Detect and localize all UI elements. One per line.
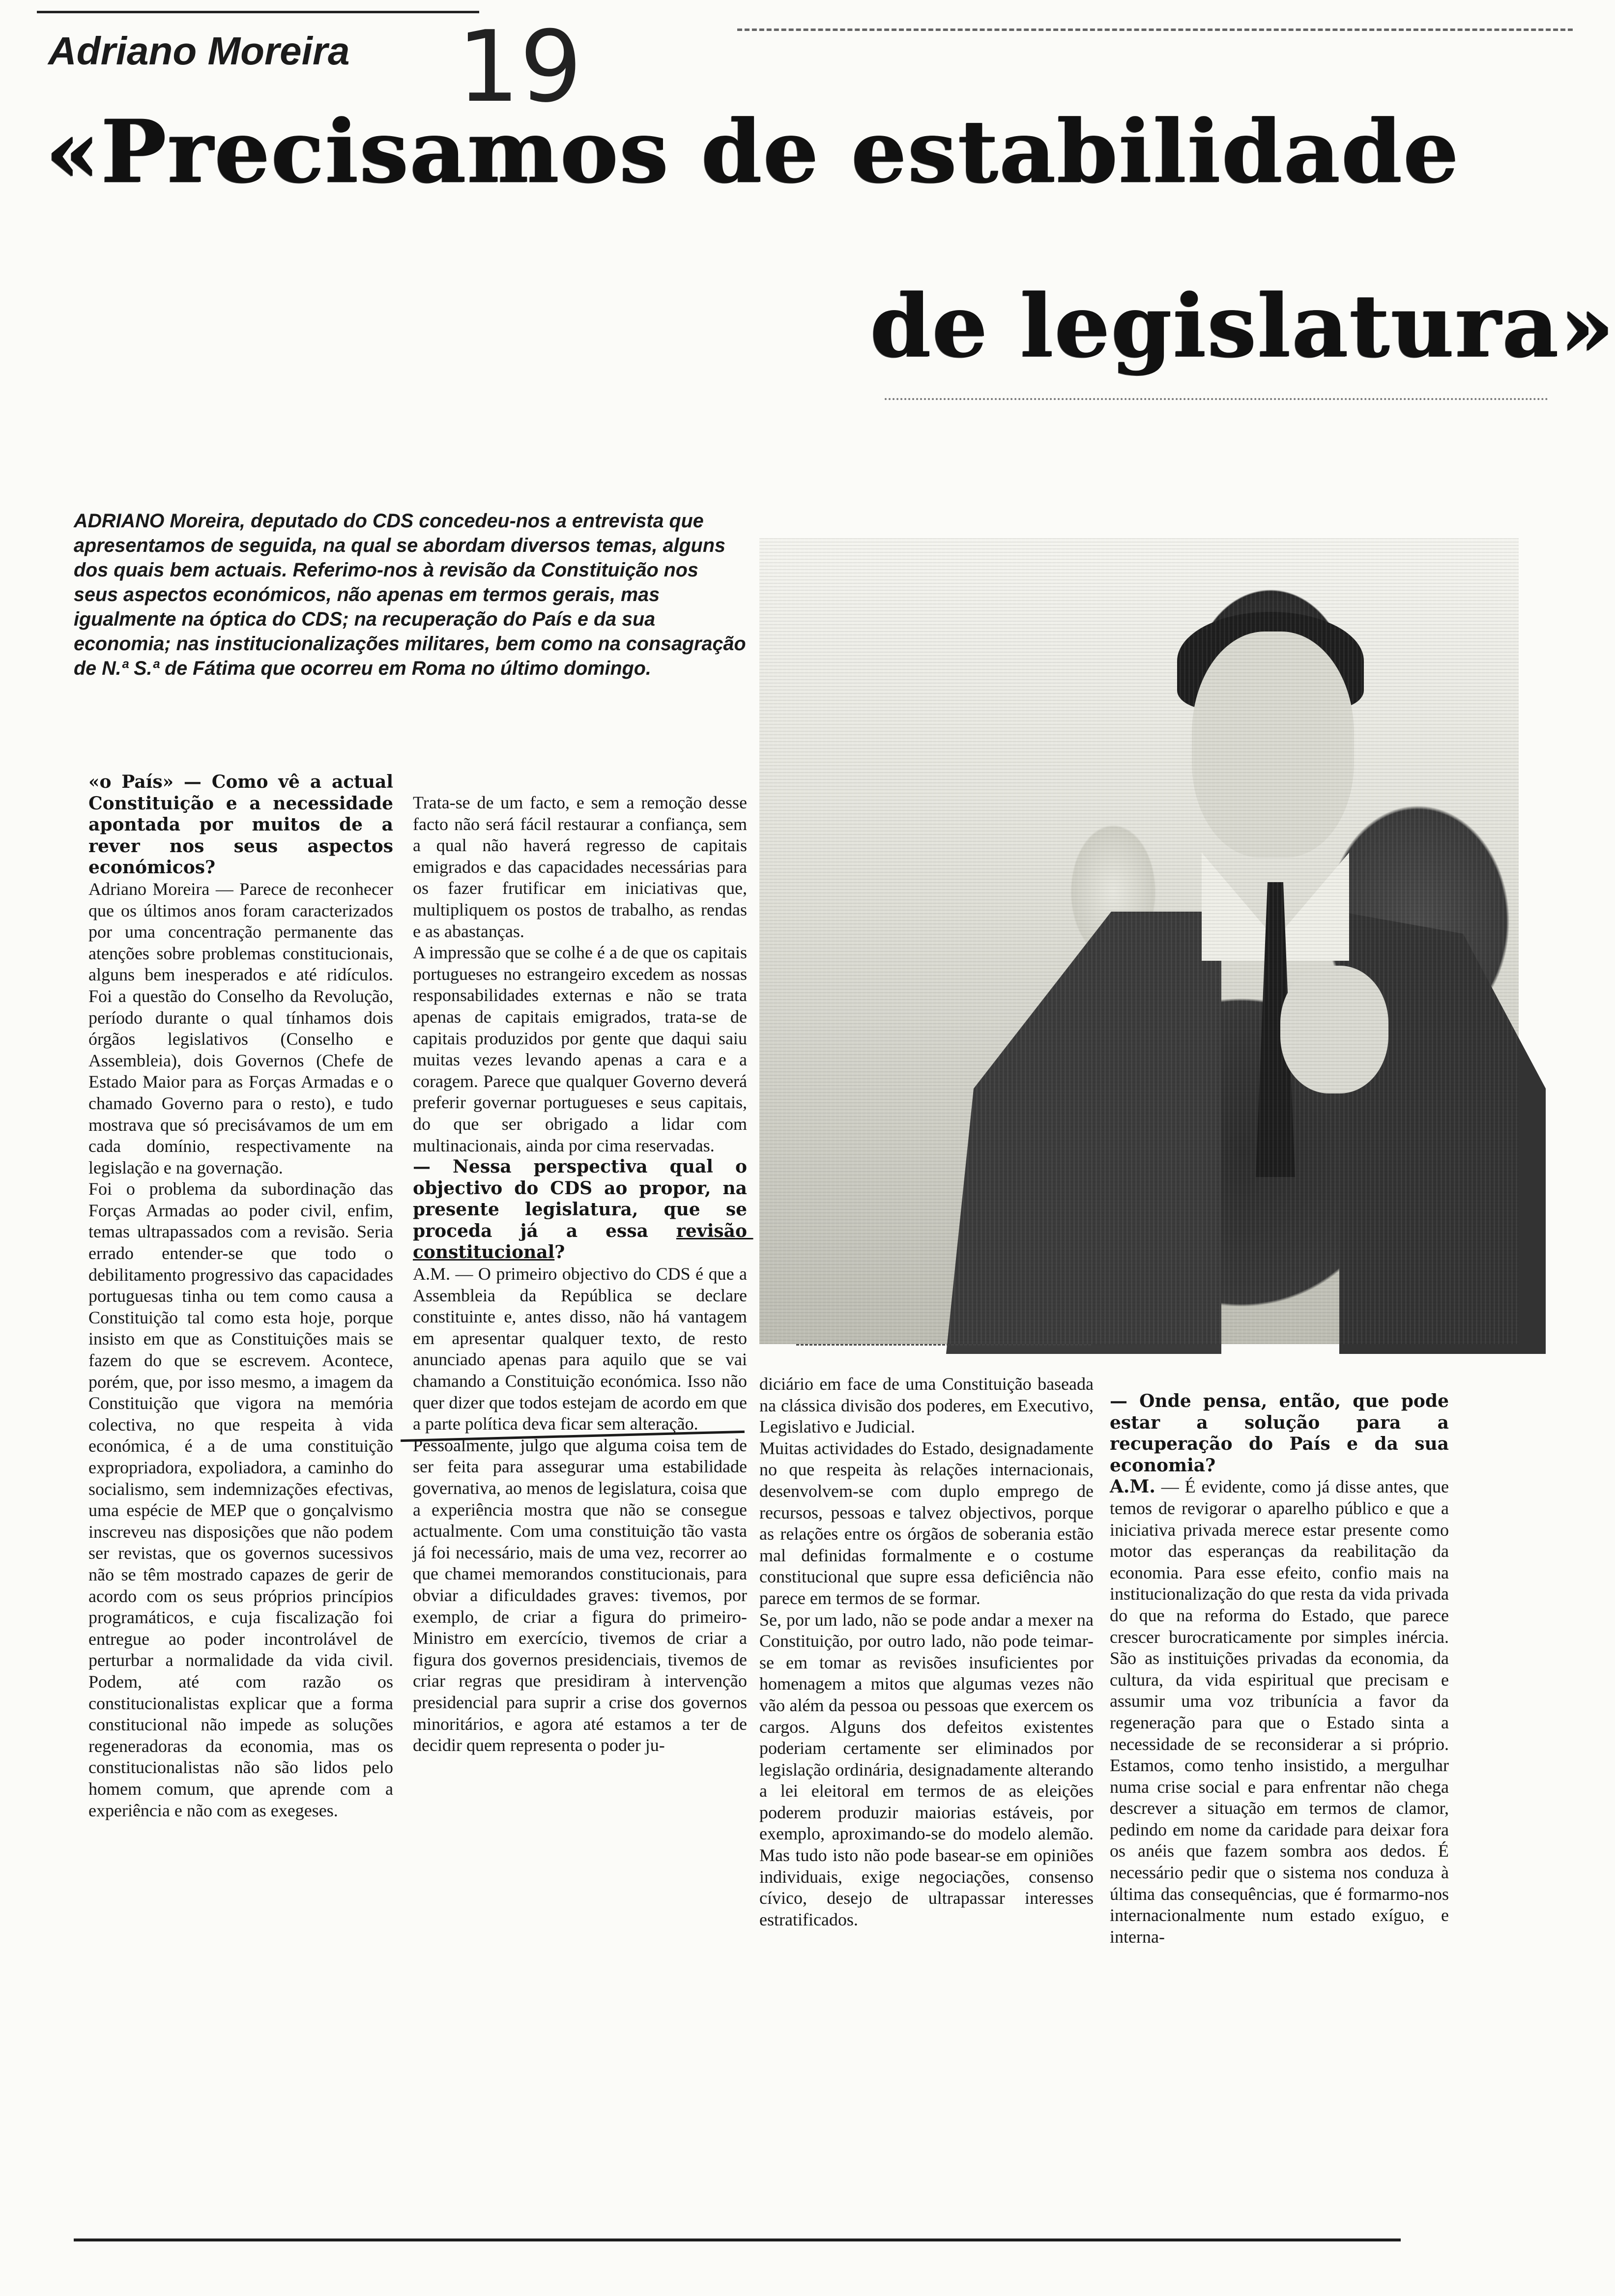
answer-2-text: — O primeiro objectivo do CDS é que a Assembleia da República se declare constituinte e, antes disso, não há vantagem em apresentar qualquer texto, de resto anunciado apenas para aquilo que se vai chamando a Constituição económica. Isso não quer dizer que todos estejam de acordo em que a parte política deva ficar sem alteração. [413,1264,751,1434]
question-3: — Onde pensa, então, que pode estar a solução para a recuperação do País e da sua economia? [1110,1391,1455,1476]
author-byline: Adriano Moreira [48,29,350,73]
answer-3-speaker: A.M. [1110,1476,1155,1497]
bottom-rule [74,2239,1401,2241]
portrait-photo-icon [759,538,1519,1344]
question-2-end: ? [554,1242,565,1263]
lead-paragraph [74,509,747,681]
answer-3-text: — É evidente, como já disse antes, que temos de revigorar o aparelho público e que a iniciativa privada merece estar presente como motor das esperanças da reabilitação da economia. Para esse efeito, confio mais na institucionalização do que resta da vida privada do que na reforma do Estado, que parece crescer burocraticamente por simples inércia. São as instituições privadas da economia, da cultura, da vida espiritual que precisam e assumir uma voz tribunícia a favor da regeneração para que o Estado sinta a necessidade de se reconsiderar a si próprio. Estamos, como tenho insistido, a mergulhar numa crise social e para enfrentar não chega descrever a situação em termos de clamor, pedindo em nome da caridade para deixar fora os anéis que fazem sombra aos dedos. É necessário pedir que o sistema nos conduza à última das consequências, que é formarmo-nos internacionalmente num estado exíguo, e interna- [1110,1477,1453,1947]
article-column-3 [759,1374,1098,2221]
answer-1-speaker: Adriano Moreira [88,879,210,899]
question-2-underlined: revisão constitucional [413,1220,753,1263]
answer-1-text: — Parece de reconhecer que os últimos anos foram caracterizados por uma concentração permanente das atenções sobre problemas constitucionais, alguns bem inesperados e até ridículos. Foi a questão do Conselho da Revolução, período durante o qual tínhamos dois órgãos legislativos (Conselho e Assembleia), dois Governos (Chefe de Estado Maior para as Forças Armadas e o chamado Governo para o resto), e tudo mostrava que só precisávamos de um em cada domínio, respectivamente na legislação e na governação. [88,879,398,1177]
paragraph: Se, por um lado, não se pode andar a mexer na Constituição, por outro lado, não pode teimar-se em tomar as revisões insuficientes por homenagem a mitos que algumas vezes não vão além da pessoa ou pessoas que exercem os cargos. Alguns dos defeitos existentes poderiam certamente ser eliminados por legislação ordinária, designadamente alterando a lei eleitoral em termos de as eleições poderem produzir maiorias estáveis, por exemplo, aproximando-se do modelo alemão. Mas tudo isto não pode basear-se em opiniões individuais, exige negociações, consenso cívico, desejo de ultrapassar interesses estratificados. [759,1609,1098,1929]
answer-1 [88,879,398,1178]
lead-text: Moreira, deputado do CDS concedeu-nos a entrevista que apresentamos de seguida, na qual se abordam diversos temas, alguns dos quais bem actuais. Referimo-nos à revisão da Constituição nos seus aspectos económicos, não apenas em termos gerais, mas igualmente na óptica do CDS; na recuperação do País e da sua economia; nas institucionalizações militares, bem como na consagração de N.ª S.ª de Fátima que ocorreu em Roma no último domingo. [74,510,746,679]
top-rule [37,11,479,13]
question-2 [413,1156,753,1263]
question-2-text: — Nessa perspectiva qual o objectivo do CDS ao propor, na presente legislatura, que se proceda já a essa [413,1156,753,1241]
paragraph: Foi o problema da subordinação das Forças Armadas ao poder civil, enfim, temas ultrapassados com a revisão. Seria errado entender-se que todo o debilitamento progressivo das capacidades portuguesas tinha ou tem como causa a Constituição tal como esta hoje, porque insisto em que as Constituições mais se fazem do que se escrevem. Acontece, porém, que, por isso mesmo, a imagem da Constituição que vigora na memória colectiva, no que respeita à vida económica, é a de uma constituição expropriadora, expoliadora, a caminho do socialismo, sem indemnizações efectivas, uma espécie de MEP que o gonçalvismo inscreveu nas disposições que não podem ser revistas, que os governos sucessivos não se têm mostrado capazes de gerir de acordo com os seus próprios princípios programáticos, e cuja fiscalização foi entregue ao poder incontrolável de perturbar a normalidade da vida civil. Podem, até com razão os constitucionalistas explicar que a forma constitucional não impede as soluções regeneradoras da economia, mas os constitucionalistas não são lidos pelo homem comum, que aprende com a experiência e não com as exegeses. [88,1179,398,1820]
article-column-4 [1110,1391,1455,2246]
paragraph: Muitas actividades do Estado, designadamente no que respeita às relações internacionais, desenvolvem-se com duplo emprego de recursos, pessoas e talvez objectivos, porque as relações entre os órgãos de soberania estão mal definidas formalmente e o costume constitucional que supre essa deficiência não parece em termos de se formar. [759,1438,1098,1608]
top-dotted-rule [737,29,1573,31]
paragraph: Trata-se de um facto, e sem a remoção desse facto não será fácil restaurar a confiança, sem a qual não haverá regresso de capitais emigrados e das capacidades necessárias para os fazer frutificar em iniciativas que, multipliquem os postos de trabalho, as rendas e as abastanças. [413,793,751,941]
article-column-2 [413,792,753,2226]
answer-3 [1110,1476,1453,1948]
paragraph: Pessoalmente, julgo que alguma coisa tem de ser feita para assegurar uma estabilidade governativa, ao menos de legislatura, coisa que a experiência mostra que não se consegue actualmente. Com uma constituição tão vasta já foi necessário, mais de uma vez, recorrer ao que chamei memorandos constitucionais, para obviar a dificuldades graves: tivemos, por exemplo, de criar a figura do primeiro-Ministro em exercício, tivemos de criar a figura dos governos presidenciais, tivemos de criar regras que presidiram à intervenção presidencial para suprir a crise dos governos minoritários, e agora até estamos a ter de decidir quem representa o poder ju- [413,1435,751,1755]
article-column-1 [88,772,400,2226]
paragraph: A impressão que se colhe é a de que os capitais portugueses no estrangeiro excedem as nossas responsabilidades externas e não se trata apenas de capitais emigrados, trata-se de capitais produzidos por gente que daqui saiu muitas vezes levando apenas a cara e a coragem. Parece que qualquer Governo deverá preferir governar portugueses e seus capitais, do que ser obrigado a lidar com multinacionais, ainda por cima reservadas. [413,943,751,1155]
lead-name: ADRIANO [74,510,165,532]
photo-bottom-rule [796,1344,1091,1346]
handwritten-annotation: 19 [457,10,582,124]
answer-2 [413,1263,751,1435]
headline-line-2: de legislatura» [870,275,1615,377]
headline-dotted-underline [885,398,1548,400]
answer-2-speaker: A.M. [413,1264,451,1284]
question-1: «o País» — Como vê a actual Constituição e a necessidade apontada por muitos de a rever nos seus aspectos económicos? [88,772,400,878]
paragraph: diciário em face de uma Constituição baseada na clássica divisão dos poderes, em Executivo, Legislativo e Judicial. [759,1374,1098,1437]
headline-line-1: «Precisamos de estabilidade [45,101,1460,202]
